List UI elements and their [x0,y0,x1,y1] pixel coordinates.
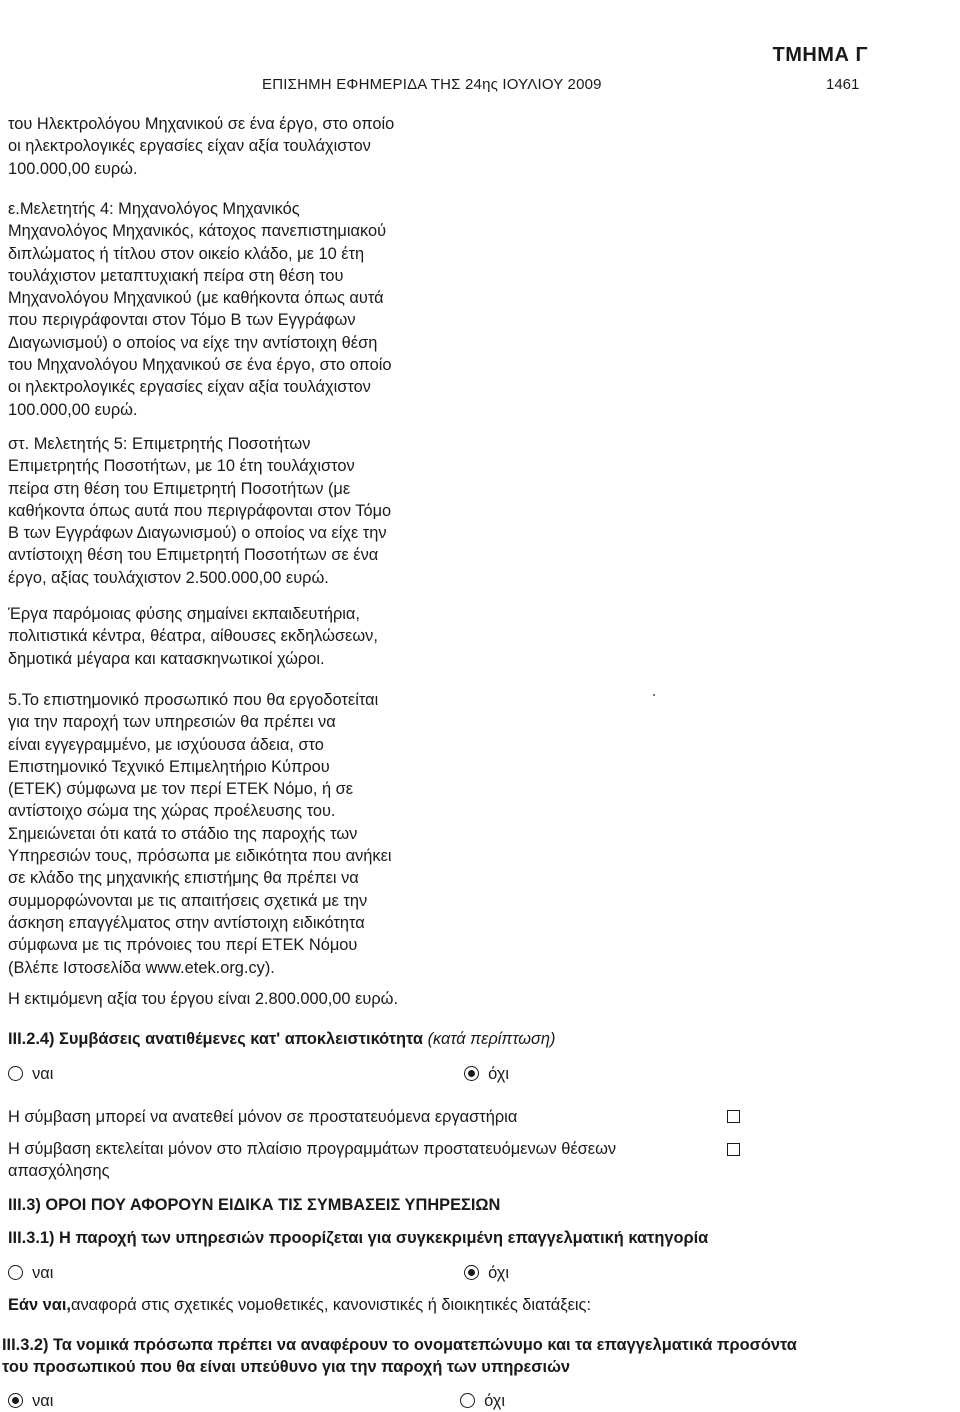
text-line: Η σύμβαση εκτελείται μόνον στο πλαίσιο προγραμμάτων προστατευόμενων θέσεων [8,1140,617,1158]
check-label-2 [8,1138,616,1183]
radio-selected-icon[interactable] [464,1066,479,1081]
text-line: 100.000,00 ευρώ. [8,159,138,178]
option-label: όχι [484,1392,506,1410]
option-yes-iii-3-1[interactable] [8,1262,53,1284]
text-line: άσκηση επαγγέλματος στην αντίστοιχη ειδικότητα [8,913,365,932]
text-line: Σημειώνεται ότι κατά το στάδιο της παροχής των [8,824,358,843]
note-text: αναφορά στις σχετικές νομοθετικές, κανονιστικές ή διοικητικές διατάξεις: [70,1296,592,1314]
scan-speck [653,694,655,696]
text-line: οι ηλεκτρολογικές εργασίες είχαν αξία τουλάχιστον [8,378,371,397]
text-line: απασχόλησης [8,1162,110,1181]
gazette-title: ΕΠΙΣΗΜΗ ΕΦΗΜΕΡΙΔΑ ΤΗΣ 24ης ΙΟΥΛΙΟΥ 2009 [262,76,602,93]
heading-iii-3: ΙΙΙ.3) ΟΡΟΙ ΠΟΥ ΑΦΟΡΟΥΝ ΕΙΔΙΚΑ ΤΙΣ ΣΥΜΒΑΣΕΙΣ ΥΠΗΡΕΣΙΩΝ [8,1196,501,1214]
text-line: για την παροχή των υπηρεσιών θα πρέπει να [8,713,336,732]
text-line: του Ηλεκτρολόγου Μηχανικού σε ένα έργο, στο οποίο [8,115,395,133]
text-line: Β των Εγγράφων Διαγωνισμού) ο οποίος να είχε την [8,524,387,543]
text-line: 100.000,00 ευρώ. [8,400,138,419]
option-label: ναι [32,1065,54,1083]
paragraph-scientific-staff [8,689,392,979]
option-no-iii-2-4[interactable] [464,1063,509,1085]
text-line: Έργα παρόμοιας φύσης σημαίνει εκπαιδευτήρια, [8,605,360,623]
text-line: καθήκοντα όπως αυτά που περιγράφονται στον Τόμο [8,501,392,520]
text-line: του Μηχανολόγου Μηχανικού σε ένα έργο, στο οποίο [8,356,392,375]
text-line: (Βλέπε Ιστοσελίδα www.etek.org.cy). [8,958,275,977]
text-line: πολιτιστικά κέντρα, θέατρα, αίθουσες εκδηλώσεων, [8,627,378,646]
text-line: Επιστημονικό Τεχνικό Επιμελητήριο Κύπρου [8,757,330,776]
text-line: Επιμετρητής Ποσοτήτων, με 10 έτη τουλάχιστον [8,457,355,476]
paragraph-continued [8,113,394,180]
option-label: όχι [488,1264,510,1282]
text-line: οι ηλεκτρολογικές εργασίες είχαν αξία τουλάχιστον [8,137,371,156]
page-number: 1461 [826,76,860,93]
text-line: ε.Μελετητής 4: Μηχανολόγος Μηχανικός [8,200,300,218]
checkbox-1[interactable] [727,1110,740,1123]
text-line: πείρα στη θέση του Επιμετρητή Ποσοτήτων (με [8,479,351,498]
radio-icon[interactable] [460,1393,475,1408]
text-line: του προσωπικού που θα είναι υπεύθυνο για την παροχή των υπηρεσιών [2,1358,571,1377]
radio-selected-icon[interactable] [464,1265,479,1280]
paragraph-similar-works [8,603,378,670]
check-label-1: Η σύμβαση μπορεί να ανατεθεί μόνον σε προστατευόμενα εργαστήρια [8,1108,518,1126]
text-line: ΙΙΙ.3.2) Τα νομικά πρόσωπα πρέπει να αναφέρουν το ονοματεπώνυμο και τα επαγγελματικά προσόντα [2,1336,797,1354]
heading-iii-3-2 [2,1334,797,1379]
checkbox-2[interactable] [727,1143,740,1156]
note-iii-3-1 [8,1294,591,1316]
radio-selected-icon[interactable] [8,1393,23,1408]
text-line: (ΕΤΕΚ) σύμφωνα με τον περί ΕΤΕΚ Νόμο, ή σε [8,780,354,799]
text-line: αντίστοιχο σώμα της χώρας προέλευσης του. [8,802,336,821]
option-label: ναι [32,1264,54,1282]
heading-text: ΙΙΙ.2.4) Συμβάσεις ανατιθέμενες κατ' αποκλειστικότητα [8,1030,423,1048]
text-line: δημοτικά μέγαρα και κατασκηνωτικοί χώροι. [8,649,325,668]
text-line: είναι εγγεγραμμένο, με ισχύουσα άδεια, στο [8,735,324,754]
heading-note: (κατά περίπτωση) [427,1030,556,1048]
heading-iii-3-1: ΙΙΙ.3.1) Η παροχή των υπηρεσιών προορίζεται για συγκεκριμένη επαγγελματική κατηγορία [8,1229,709,1247]
note-bold: Εάν ναι, [8,1296,71,1314]
estimated-value: Η εκτιμόμενη αξία του έργου είναι 2.800.000,00 ευρώ. [8,990,399,1008]
option-label: ναι [32,1392,54,1410]
option-no-iii-3-1[interactable] [464,1262,509,1284]
radio-icon[interactable] [8,1066,23,1081]
section-label: ΤΜΗΜΑ Γ [772,44,868,66]
text-line: Μηχανολόγου Μηχανικού (με καθήκοντα όπως αυτά [8,289,384,308]
text-line: έργο, αξίας τουλάχιστον 2.500.000,00 ευρώ. [8,568,329,587]
option-label: όχι [488,1065,510,1083]
text-line: αντίστοιχη θέση του Επιμετρητή Ποσοτήτων σε ένα [8,546,379,565]
text-line: συμμορφώνονται με τις απαιτήσεις σχετικά με την [8,891,368,910]
option-yes-iii-3-2[interactable] [8,1390,53,1412]
option-no-iii-3-2[interactable] [460,1390,505,1412]
text-line: διπλώματος ή τίτλου στον οικείο κλάδο, με 10 έτη [8,244,365,263]
text-line: τουλάχιστον μεταπτυχιακή πείρα στη θέση του [8,266,344,285]
text-line: 5.Το επιστημονικό προσωπικό που θα εργοδοτείται [8,691,379,709]
paragraph-engineer-5 [8,433,391,589]
text-line: Διαγωνισμού) ο οποίος να είχε την αντίστοιχη θέση [8,333,378,352]
text-line: σε κλάδο της μηχανικής επιστήμης θα πρέπει να [8,869,359,888]
radio-icon[interactable] [8,1265,23,1280]
text-line: που περιγράφονται στον Τόμο Β των Εγγράφων [8,311,356,330]
text-line: Υπηρεσιών τους, πρόσωπα με ειδικότητα που ανήκει [8,847,392,866]
heading-iii-2-4 [8,1028,555,1050]
paragraph-engineer-4 [8,198,391,421]
text-line: Μηχανολόγος Μηχανικός, κάτοχος πανεπιστημιακού [8,222,387,241]
text-line: στ. Μελετητής 5: Επιμετρητής Ποσοτήτων [8,435,311,453]
text-line: σύμφωνα με τις πρόνοιες του περί ΕΤΕΚ Νόμου [8,936,358,955]
option-yes-iii-2-4[interactable] [8,1063,53,1085]
